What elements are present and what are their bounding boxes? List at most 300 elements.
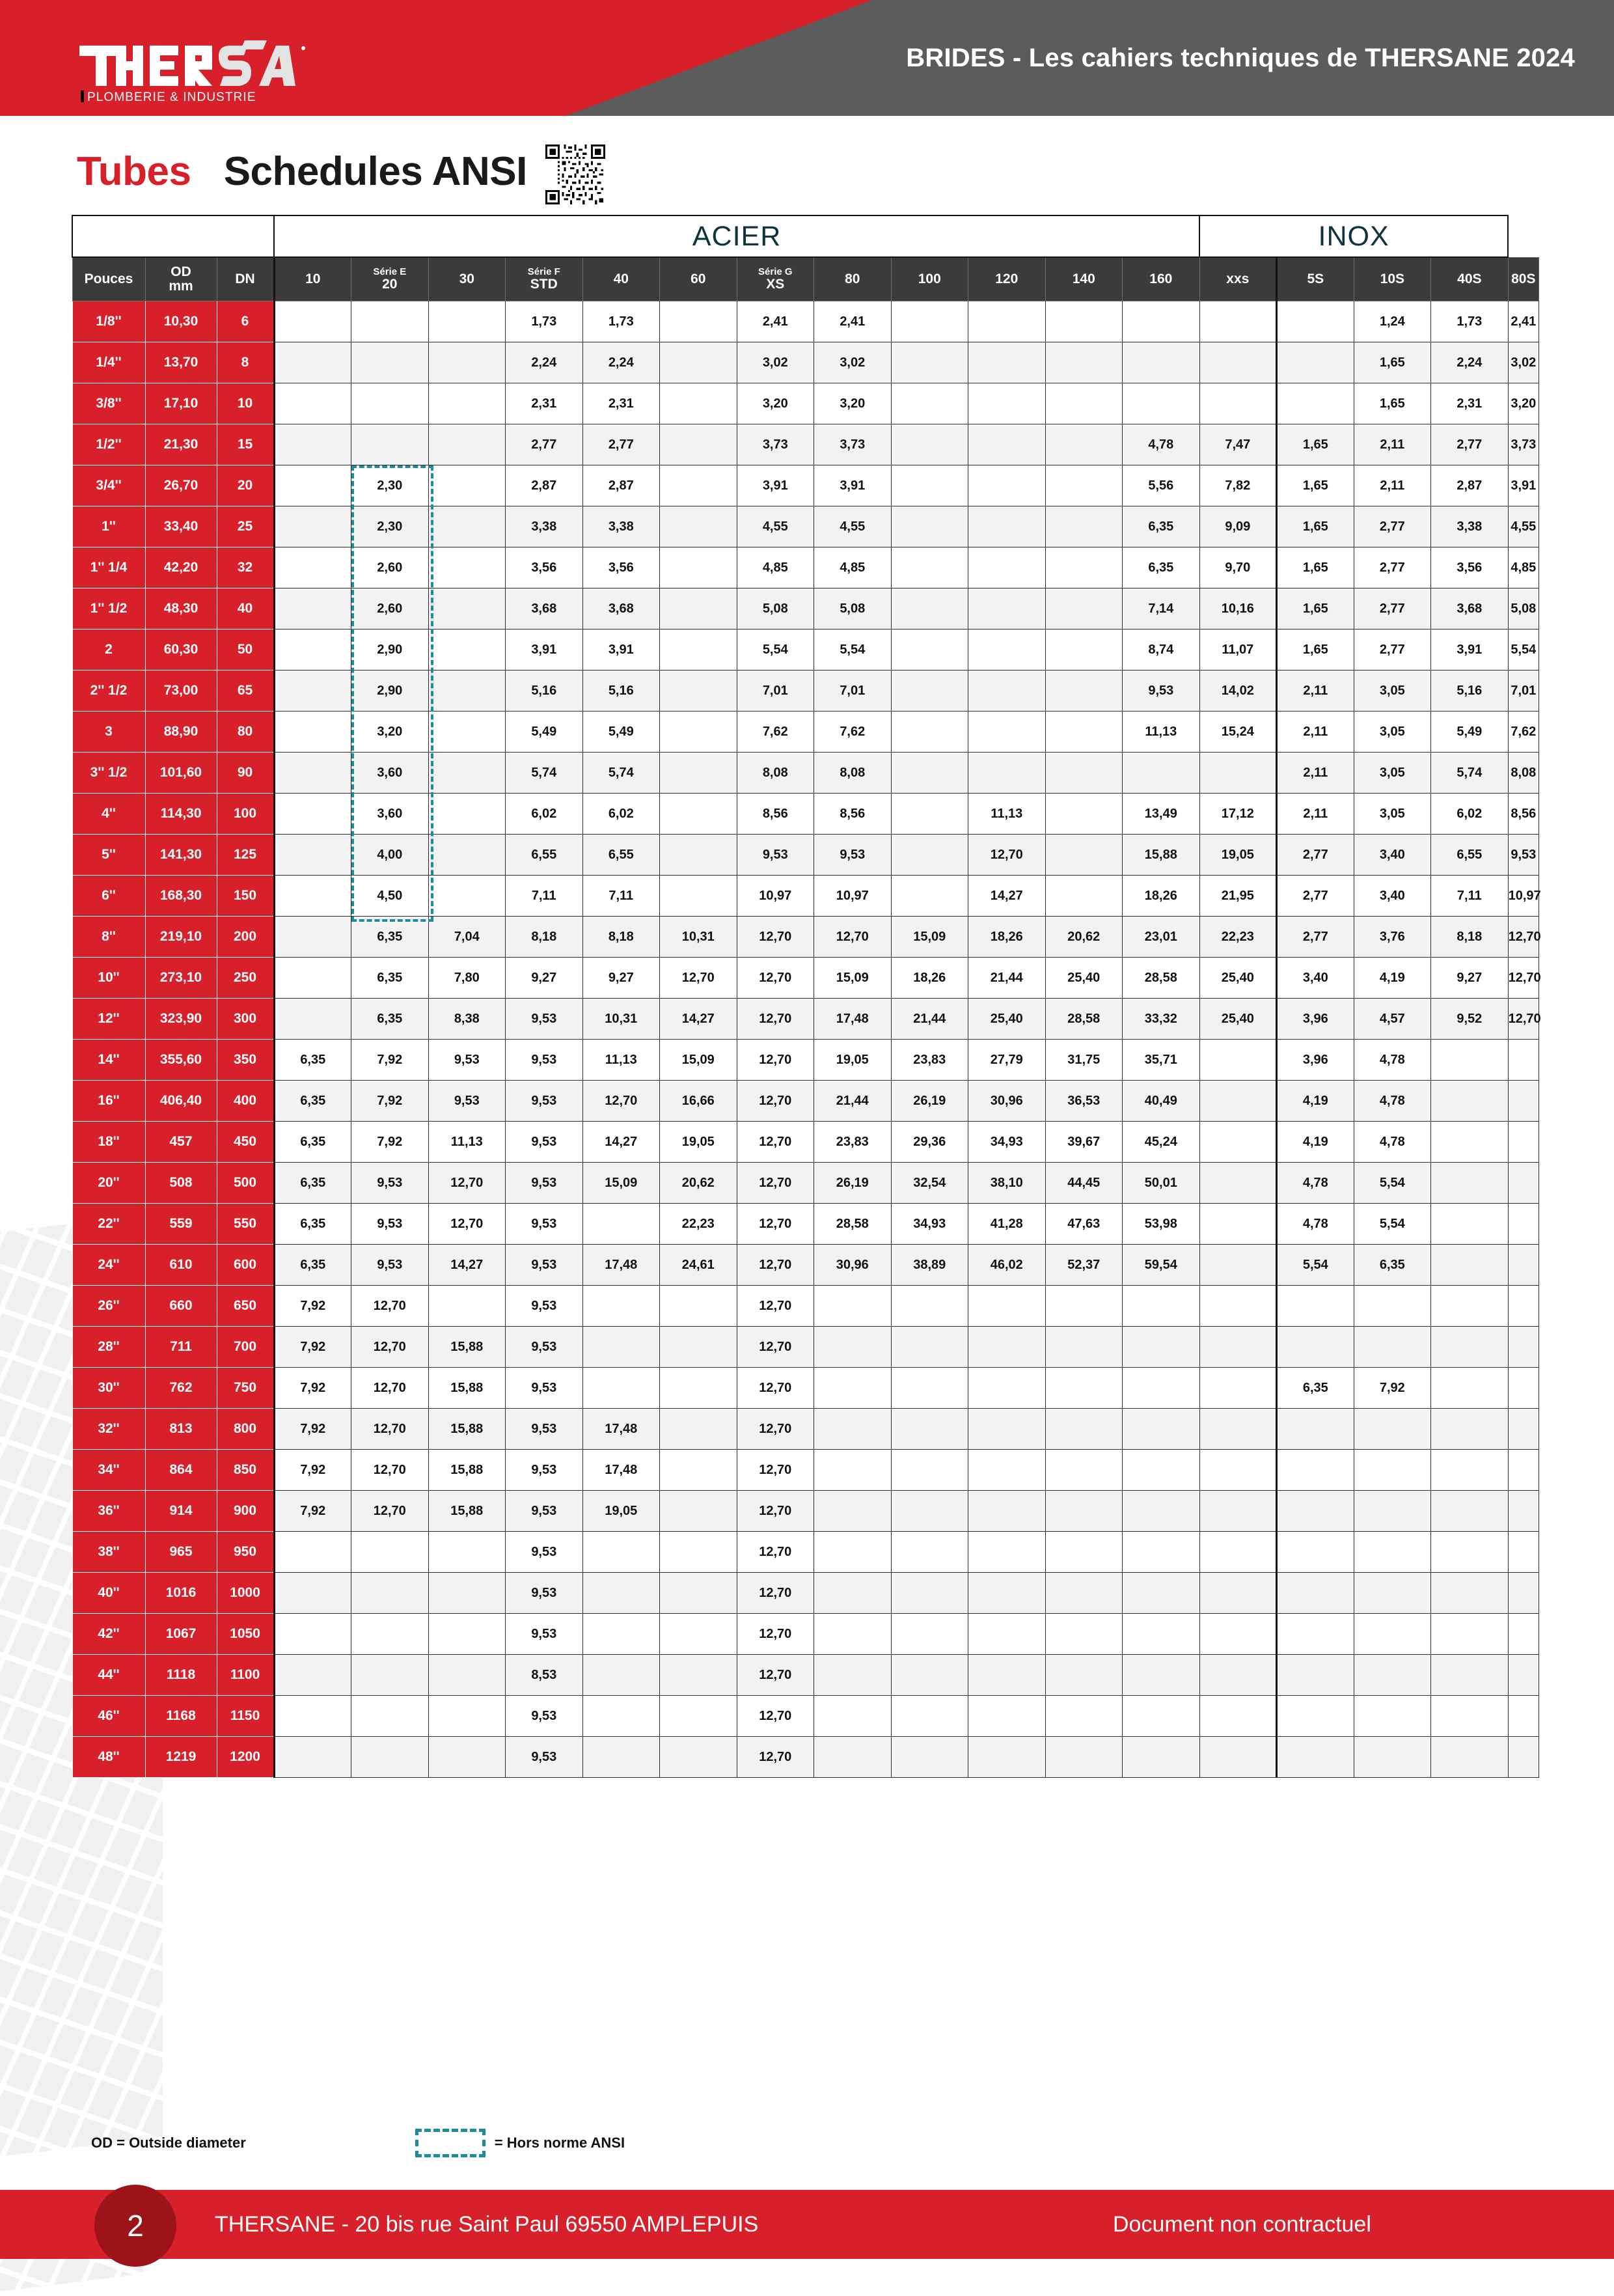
legend <box>91 2123 1002 2163</box>
cell-value <box>428 1655 506 1696</box>
cell-value: 1,65 <box>1277 629 1354 671</box>
cell-value <box>891 712 968 753</box>
cell-od-mm: 711 <box>145 1327 217 1368</box>
cell-value: 5,16 <box>506 671 583 712</box>
cell-value: 6,55 <box>506 835 583 876</box>
cell-value: 15,09 <box>814 958 892 999</box>
cell-dn: 6 <box>217 301 274 342</box>
cell-value <box>814 1491 892 1532</box>
cell-value <box>1123 1286 1200 1327</box>
cell-value <box>1277 1491 1354 1532</box>
cell-od-mm: 457 <box>145 1122 217 1163</box>
cell-dn: 25 <box>217 506 274 547</box>
cell-value: 34,93 <box>891 1204 968 1245</box>
cell-value <box>968 753 1046 794</box>
cell-value: 12,70 <box>737 1286 814 1327</box>
cell-value <box>1508 1286 1539 1327</box>
cell-value: 11,13 <box>582 1040 660 1081</box>
cell-value: 12,70 <box>737 958 814 999</box>
cell-value: 3,60 <box>351 753 429 794</box>
cell-od-mm: 1067 <box>145 1614 217 1655</box>
cell-value: 9,53 <box>506 1286 583 1327</box>
cell-value <box>1354 1327 1431 1368</box>
cell-pouces: 1'' <box>72 506 145 547</box>
cell-value: 3,91 <box>582 629 660 671</box>
cell-value <box>1277 301 1354 342</box>
cell-value <box>1431 1737 1509 1778</box>
cell-value <box>582 1368 660 1409</box>
cell-value: 2,30 <box>351 506 429 547</box>
cell-value: 9,53 <box>351 1163 429 1204</box>
cell-value <box>1045 424 1123 465</box>
schedules-table-wrapper <box>72 215 1539 1778</box>
cell-value: 4,55 <box>814 506 892 547</box>
cell-value: 9,53 <box>814 835 892 876</box>
cell-value: 5,49 <box>1431 712 1509 753</box>
column-header-pouces: Pouces <box>72 257 145 301</box>
cell-value <box>1354 1409 1431 1450</box>
cell-value <box>660 465 737 506</box>
cell-value: 10,31 <box>660 917 737 958</box>
cell-value <box>274 958 351 999</box>
cell-dn: 20 <box>217 465 274 506</box>
cell-value <box>660 1614 737 1655</box>
cell-value: 2,77 <box>1277 917 1354 958</box>
cell-value: 23,83 <box>814 1122 892 1163</box>
cell-value <box>968 465 1046 506</box>
cell-value <box>428 629 506 671</box>
cell-value: 12,70 <box>351 1491 429 1532</box>
cell-value: 3,38 <box>582 506 660 547</box>
cell-value <box>1045 1491 1123 1532</box>
cell-value: 3,40 <box>1354 835 1431 876</box>
cell-value: 9,53 <box>506 1696 583 1737</box>
cell-value: 1,24 <box>1354 301 1431 342</box>
cell-od-mm: 1219 <box>145 1737 217 1778</box>
cell-value <box>582 1614 660 1655</box>
cell-value: 9,53 <box>506 1081 583 1122</box>
cell-value <box>1123 1327 1200 1368</box>
cell-dn: 125 <box>217 835 274 876</box>
cell-value <box>351 1655 429 1696</box>
cell-value <box>1199 1696 1277 1737</box>
cell-value <box>968 1286 1046 1327</box>
cell-od-mm: 813 <box>145 1409 217 1450</box>
footer-note: Document non contractuel <box>1113 2211 1371 2237</box>
cell-value <box>891 629 968 671</box>
cell-value: 25,40 <box>1045 958 1123 999</box>
cell-value <box>1277 1286 1354 1327</box>
cell-value <box>1508 1245 1539 1286</box>
cell-value <box>582 1696 660 1737</box>
cell-value <box>1045 301 1123 342</box>
cell-pouces: 20'' <box>72 1163 145 1204</box>
cell-value: 7,92 <box>274 1409 351 1450</box>
cell-dn: 200 <box>217 917 274 958</box>
cell-value <box>1123 1614 1200 1655</box>
cell-value: 6,35 <box>351 958 429 999</box>
column-header-60: 60 <box>660 257 737 301</box>
cell-value: 2,77 <box>1277 835 1354 876</box>
cell-value <box>891 1286 968 1327</box>
cell-value: 3,73 <box>1508 424 1539 465</box>
cell-dn: 750 <box>217 1368 274 1409</box>
cell-od-mm: 355,60 <box>145 1040 217 1081</box>
cell-value: 4,55 <box>1508 506 1539 547</box>
cell-value <box>428 1532 506 1573</box>
cell-value <box>968 588 1046 629</box>
cell-value: 4,19 <box>1277 1122 1354 1163</box>
cell-value <box>1277 1450 1354 1491</box>
cell-value: 7,82 <box>1199 465 1277 506</box>
cell-value: 4,78 <box>1354 1040 1431 1081</box>
cell-value: 19,05 <box>814 1040 892 1081</box>
cell-value <box>582 1573 660 1614</box>
cell-value <box>1045 1737 1123 1778</box>
cell-value <box>660 1409 737 1450</box>
cell-value: 9,53 <box>428 1081 506 1122</box>
cell-value: 9,70 <box>1199 547 1277 588</box>
cell-value <box>274 753 351 794</box>
cell-value: 27,79 <box>968 1040 1046 1081</box>
cell-value <box>274 794 351 835</box>
table-row <box>72 629 1539 671</box>
cell-value <box>660 794 737 835</box>
cell-value <box>814 1696 892 1737</box>
cell-value <box>274 671 351 712</box>
cell-dn: 1050 <box>217 1614 274 1655</box>
cell-value <box>351 342 429 383</box>
cell-value <box>1431 1163 1509 1204</box>
cell-dn: 600 <box>217 1245 274 1286</box>
cell-value <box>351 1737 429 1778</box>
cell-value <box>1431 1450 1509 1491</box>
cell-value: 7,62 <box>1508 712 1539 753</box>
column-header-std: Série F STD <box>506 257 583 301</box>
table-row <box>72 753 1539 794</box>
cell-value: 30,96 <box>814 1245 892 1286</box>
cell-pouces: 3/8'' <box>72 383 145 424</box>
cell-value: 9,09 <box>1199 506 1277 547</box>
cell-pouces: 1'' 1/2 <box>72 588 145 629</box>
cell-value: 4,85 <box>737 547 814 588</box>
cell-dn: 700 <box>217 1327 274 1368</box>
cell-value <box>351 383 429 424</box>
column-header-xxs: xxs <box>1199 257 1277 301</box>
cell-od-mm: 273,10 <box>145 958 217 999</box>
cell-value <box>968 342 1046 383</box>
cell-value: 12,70 <box>737 1081 814 1122</box>
page-title-word-black: Schedules ANSI <box>223 149 527 194</box>
cell-value: 13,49 <box>1123 794 1200 835</box>
cell-value <box>582 1655 660 1696</box>
cell-value: 1,65 <box>1354 342 1431 383</box>
cell-value <box>1508 1204 1539 1245</box>
cell-value <box>582 1204 660 1245</box>
cell-value: 12,70 <box>1508 917 1539 958</box>
cell-value: 9,53 <box>506 1573 583 1614</box>
cell-value: 3,40 <box>1277 958 1354 999</box>
cell-value <box>891 588 968 629</box>
cell-value: 12,70 <box>351 1368 429 1409</box>
cell-value: 3,38 <box>1431 506 1509 547</box>
cell-value <box>891 1368 968 1409</box>
cell-od-mm: 610 <box>145 1245 217 1286</box>
cell-value: 9,27 <box>1431 958 1509 999</box>
cell-value: 8,18 <box>1431 917 1509 958</box>
cell-value <box>1199 1491 1277 1532</box>
table-group-inox: INOX <box>1199 215 1508 257</box>
table-row <box>72 1327 1539 1368</box>
cell-value: 5,74 <box>1431 753 1509 794</box>
cell-value <box>1045 588 1123 629</box>
cell-value <box>1045 1573 1123 1614</box>
cell-value: 19,05 <box>660 1122 737 1163</box>
cell-value: 16,66 <box>660 1081 737 1122</box>
cell-value <box>814 1327 892 1368</box>
cell-value <box>1045 383 1123 424</box>
cell-value: 4,19 <box>1354 958 1431 999</box>
cell-value: 5,54 <box>1354 1163 1431 1204</box>
cell-value: 2,77 <box>1354 629 1431 671</box>
hors-norme-swatch <box>415 2129 486 2157</box>
cell-od-mm: 88,90 <box>145 712 217 753</box>
cell-value <box>1199 1245 1277 1286</box>
cell-value: 8,08 <box>737 753 814 794</box>
cell-value: 25,40 <box>1199 958 1277 999</box>
cell-value: 17,12 <box>1199 794 1277 835</box>
cell-value <box>1277 1737 1354 1778</box>
cell-value <box>968 383 1046 424</box>
cell-value <box>428 835 506 876</box>
cell-value: 7,92 <box>274 1327 351 1368</box>
cell-value <box>1199 1327 1277 1368</box>
cell-value: 12,70 <box>737 1614 814 1655</box>
cell-value <box>1199 301 1277 342</box>
cell-value <box>814 1409 892 1450</box>
cell-value <box>274 506 351 547</box>
cell-value <box>1431 1245 1509 1286</box>
cell-pouces: 22'' <box>72 1204 145 1245</box>
cell-value <box>428 1696 506 1737</box>
cell-value: 3,60 <box>351 794 429 835</box>
cell-dn: 950 <box>217 1532 274 1573</box>
table-body <box>72 301 1539 1778</box>
svg-text:PLOMBERIE & INDUSTRIE: PLOMBERIE & INDUSTRIE <box>87 90 256 104</box>
cell-value: 24,61 <box>660 1245 737 1286</box>
cell-value: 8,53 <box>506 1655 583 1696</box>
page-number-badge: 2 <box>94 2185 176 2267</box>
cell-od-mm: 33,40 <box>145 506 217 547</box>
cell-value: 46,02 <box>968 1245 1046 1286</box>
cell-value <box>1045 547 1123 588</box>
cell-value <box>1431 1573 1509 1614</box>
cell-value <box>1354 1696 1431 1737</box>
cell-value: 2,90 <box>351 671 429 712</box>
table-row <box>72 1245 1539 1286</box>
cell-dn: 100 <box>217 794 274 835</box>
cell-value: 3,73 <box>737 424 814 465</box>
cell-value: 22,23 <box>1199 917 1277 958</box>
cell-dn: 40 <box>217 588 274 629</box>
cell-value: 2,77 <box>1354 588 1431 629</box>
cell-value: 2,41 <box>1508 301 1539 342</box>
cell-value: 22,23 <box>660 1204 737 1245</box>
cell-value <box>1199 1286 1277 1327</box>
column-header-160: 160 <box>1123 257 1200 301</box>
cell-value: 5,08 <box>737 588 814 629</box>
cell-value <box>1123 383 1200 424</box>
cell-value <box>1199 1122 1277 1163</box>
cell-value: 3,20 <box>351 712 429 753</box>
cell-value <box>428 1614 506 1655</box>
cell-value: 32,54 <box>891 1163 968 1204</box>
cell-value <box>428 794 506 835</box>
cell-value: 39,67 <box>1045 1122 1123 1163</box>
cell-value <box>1508 1573 1539 1614</box>
cell-dn: 150 <box>217 876 274 917</box>
cell-dn: 500 <box>217 1163 274 1204</box>
cell-value <box>1431 1614 1509 1655</box>
cell-value: 9,53 <box>506 1122 583 1163</box>
cell-value: 2,31 <box>506 383 583 424</box>
cell-value: 9,53 <box>428 1040 506 1081</box>
cell-value: 12,70 <box>351 1450 429 1491</box>
cell-value: 28,58 <box>1123 958 1200 999</box>
cell-value <box>1431 1286 1509 1327</box>
cell-value <box>891 1532 968 1573</box>
cell-value: 3,40 <box>1354 876 1431 917</box>
cell-value: 18,26 <box>968 917 1046 958</box>
cell-value <box>1277 342 1354 383</box>
cell-value: 2,77 <box>506 424 583 465</box>
cell-value: 2,11 <box>1277 671 1354 712</box>
cell-value: 7,92 <box>351 1081 429 1122</box>
cell-od-mm: 10,30 <box>145 301 217 342</box>
cell-value <box>428 547 506 588</box>
legend-hors-norme-text: = Hors norme ANSI <box>494 2135 625 2151</box>
cell-value <box>1431 1368 1509 1409</box>
cell-value <box>814 1655 892 1696</box>
table-row <box>72 465 1539 506</box>
cell-value: 40,49 <box>1123 1081 1200 1122</box>
cell-value <box>1045 629 1123 671</box>
cell-value: 2,77 <box>1354 506 1431 547</box>
cell-value: 21,44 <box>814 1081 892 1122</box>
cell-value: 10,31 <box>582 999 660 1040</box>
cell-value: 2,31 <box>1431 383 1509 424</box>
cell-value: 5,54 <box>1354 1204 1431 1245</box>
table-group-acier: ACIER <box>274 215 1199 257</box>
cell-value: 9,53 <box>506 1532 583 1573</box>
cell-value <box>1277 1696 1354 1737</box>
cell-value <box>582 1286 660 1327</box>
cell-value: 28,58 <box>814 1204 892 1245</box>
cell-value: 3,20 <box>814 383 892 424</box>
cell-value: 8,74 <box>1123 629 1200 671</box>
cell-value: 9,53 <box>351 1204 429 1245</box>
cell-value: 12,70 <box>737 1532 814 1573</box>
table-row <box>72 1163 1539 1204</box>
cell-value <box>660 1491 737 1532</box>
cell-value: 3,68 <box>1431 588 1509 629</box>
cell-value: 3,38 <box>506 506 583 547</box>
table-row <box>72 1737 1539 1778</box>
cell-value: 12,70 <box>737 1122 814 1163</box>
table-row <box>72 1655 1539 1696</box>
cell-value <box>1508 1081 1539 1122</box>
cell-value: 12,70 <box>737 1163 814 1204</box>
cell-value: 14,27 <box>968 876 1046 917</box>
table-head <box>72 215 1539 301</box>
cell-pouces: 26'' <box>72 1286 145 1327</box>
cell-value: 9,53 <box>506 1163 583 1204</box>
cell-value: 12,70 <box>737 1040 814 1081</box>
cell-value: 52,37 <box>1045 1245 1123 1286</box>
cell-value: 7,92 <box>274 1368 351 1409</box>
cell-dn: 1200 <box>217 1737 274 1778</box>
cell-value <box>968 1573 1046 1614</box>
cell-value: 41,28 <box>968 1204 1046 1245</box>
cell-value <box>1045 1655 1123 1696</box>
cell-value: 3,56 <box>506 547 583 588</box>
cell-value: 7,11 <box>582 876 660 917</box>
cell-pouces: 18'' <box>72 1122 145 1163</box>
cell-value <box>660 301 737 342</box>
cell-value: 10,97 <box>814 876 892 917</box>
cell-value <box>1277 1409 1354 1450</box>
cell-value <box>1199 1368 1277 1409</box>
cell-value: 12,70 <box>737 1491 814 1532</box>
cell-od-mm: 323,90 <box>145 999 217 1040</box>
cell-value: 12,70 <box>351 1409 429 1450</box>
cell-dn: 50 <box>217 629 274 671</box>
cell-value <box>1045 1532 1123 1573</box>
cell-pouces: 6'' <box>72 876 145 917</box>
cell-value: 8,08 <box>814 753 892 794</box>
cell-value <box>274 424 351 465</box>
cell-value <box>814 1614 892 1655</box>
cell-value: 7,80 <box>428 958 506 999</box>
cell-value <box>1354 1532 1431 1573</box>
cell-value <box>428 465 506 506</box>
cell-value: 36,53 <box>1045 1081 1123 1122</box>
cell-value <box>1508 1368 1539 1409</box>
cell-value <box>1123 342 1200 383</box>
cell-od-mm: 42,20 <box>145 547 217 588</box>
cell-value <box>891 547 968 588</box>
cell-value <box>891 1573 968 1614</box>
cell-value: 8,18 <box>582 917 660 958</box>
table-row <box>72 1573 1539 1614</box>
cell-value <box>891 1450 968 1491</box>
cell-value: 3,20 <box>737 383 814 424</box>
table-row <box>72 999 1539 1040</box>
column-header-80s: 80S <box>1508 257 1539 301</box>
cell-value: 4,78 <box>1277 1204 1354 1245</box>
cell-value <box>274 383 351 424</box>
cell-value: 15,09 <box>582 1163 660 1204</box>
cell-value <box>1431 1491 1509 1532</box>
cell-value: 2,11 <box>1277 753 1354 794</box>
cell-pouces: 3'' 1/2 <box>72 753 145 794</box>
cell-value: 2,77 <box>1431 424 1509 465</box>
cell-pouces: 1/4'' <box>72 342 145 383</box>
cell-value <box>1199 383 1277 424</box>
cell-value: 10,97 <box>1508 876 1539 917</box>
cell-value: 7,92 <box>274 1450 351 1491</box>
cell-pouces: 4'' <box>72 794 145 835</box>
